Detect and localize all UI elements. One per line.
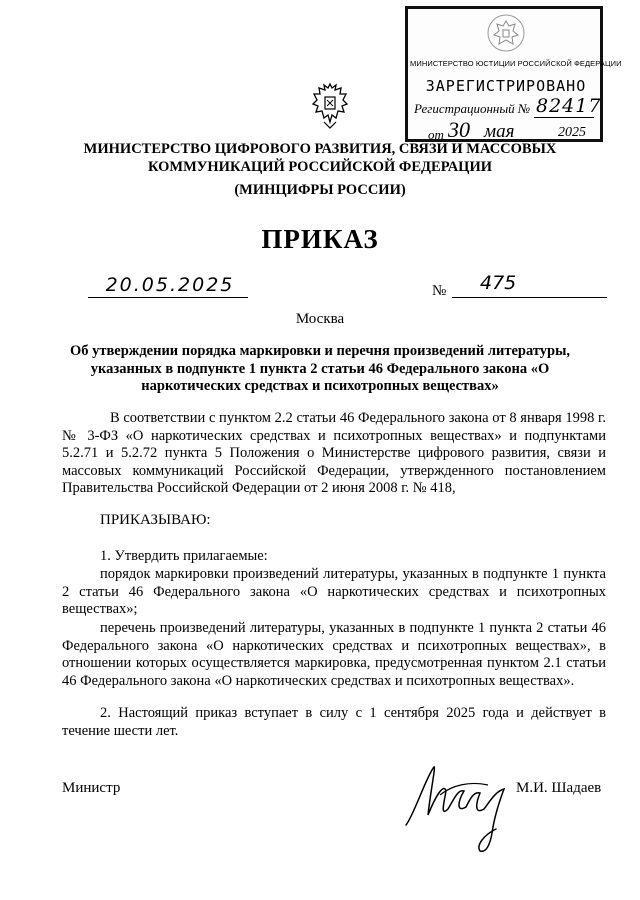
signatory-position: Министр	[62, 780, 121, 796]
handwritten-signature-icon	[400, 755, 530, 855]
stamp-date-year: 2025	[558, 125, 586, 140]
stamp-number-underline	[534, 117, 594, 118]
stamp-date-month: мая	[484, 121, 515, 142]
item-1b: перечень произведений литературы, указанных в подпункте 1 пункта 2 статьи 46 Федерального закона «О наркотических средствах и психотропных веществах», в отношении которых осуществляется маркировка, предусмотренная пунктом 2.1 статьи 46 Федерального закона «О наркотических средствах и психотропных веществах».	[62, 620, 606, 689]
stamp-number-value: 82417	[536, 95, 602, 117]
ministry-name: МИНИСТЕРСТВО ЦИФРОВОГО РАЗВИТИЯ, СВЯЗИ И МАССОВЫХ КОММУНИКАЦИЙ РОССИЙСКОЙ ФЕДЕРАЦИИ	[83, 141, 557, 175]
order-date: 20.05.2025	[105, 274, 235, 296]
document-title: ПРИКАЗ	[261, 224, 379, 254]
city: Москва	[295, 311, 345, 327]
item-1: 1. Утвердить прилагаемые:	[100, 548, 268, 564]
stamp-date-prefix: от	[428, 127, 444, 142]
order-number-underline	[452, 297, 607, 298]
signatory-name: М.И. Шадаев	[516, 780, 602, 796]
coat-of-arms-icon	[310, 80, 350, 132]
order-number: 475	[480, 272, 517, 294]
order-subject: Об утверждении порядка маркировки и перечня произведений литературы, указанных в подпункте 1 пункта 2 статьи 46 Федерального закона «О наркотических средствах и психотропных веществах»	[69, 343, 571, 394]
stamp-emblem-icon	[486, 13, 526, 53]
preamble-paragraph: В соответствии с пунктом 2.2 статьи 46 Федерального закона от 8 января 1998 г. № 3-ФЗ «О наркотических средствах и психотропных веществах» и подпунктами 5.2.71 и 5.2.72 пункта 5 Положения о Министерстве цифрового развития, связи и массовых коммуникаций Российской Федерации, утвержденного постановлением Правительства Российской Федерации от 2 июня 2008 г. № 418,	[62, 410, 606, 497]
registration-stamp	[405, 6, 622, 142]
ministry-abbreviation: (МИНЦИФРЫ РОССИИ)	[234, 182, 406, 198]
item-1a: порядок маркировки произведений литературы, указанных в подпункте 1 пункта 2 статьи 46 Федерального закона «О наркотических средствах и психотропных веществах»;	[62, 566, 606, 618]
order-number-label: №	[432, 283, 447, 299]
item-2: 2. Настоящий приказ вступает в силу с 1 сентября 2025 года и действует в течение шести лет.	[62, 705, 606, 739]
stamp-number-label: Регистрационный №	[414, 101, 531, 116]
stamp-organization: МИНИСТЕРСТВО ЮСТИЦИИ РОССИЙСКОЙ ФЕДЕРАЦИИ	[410, 59, 622, 68]
order-keyword: ПРИКАЗЫВАЮ:	[100, 512, 211, 528]
stamp-date-day: 30	[448, 117, 470, 142]
order-date-underline	[88, 297, 248, 298]
stamp-registered-label: ЗАРЕГИСТРИРОВАНО	[425, 77, 587, 95]
